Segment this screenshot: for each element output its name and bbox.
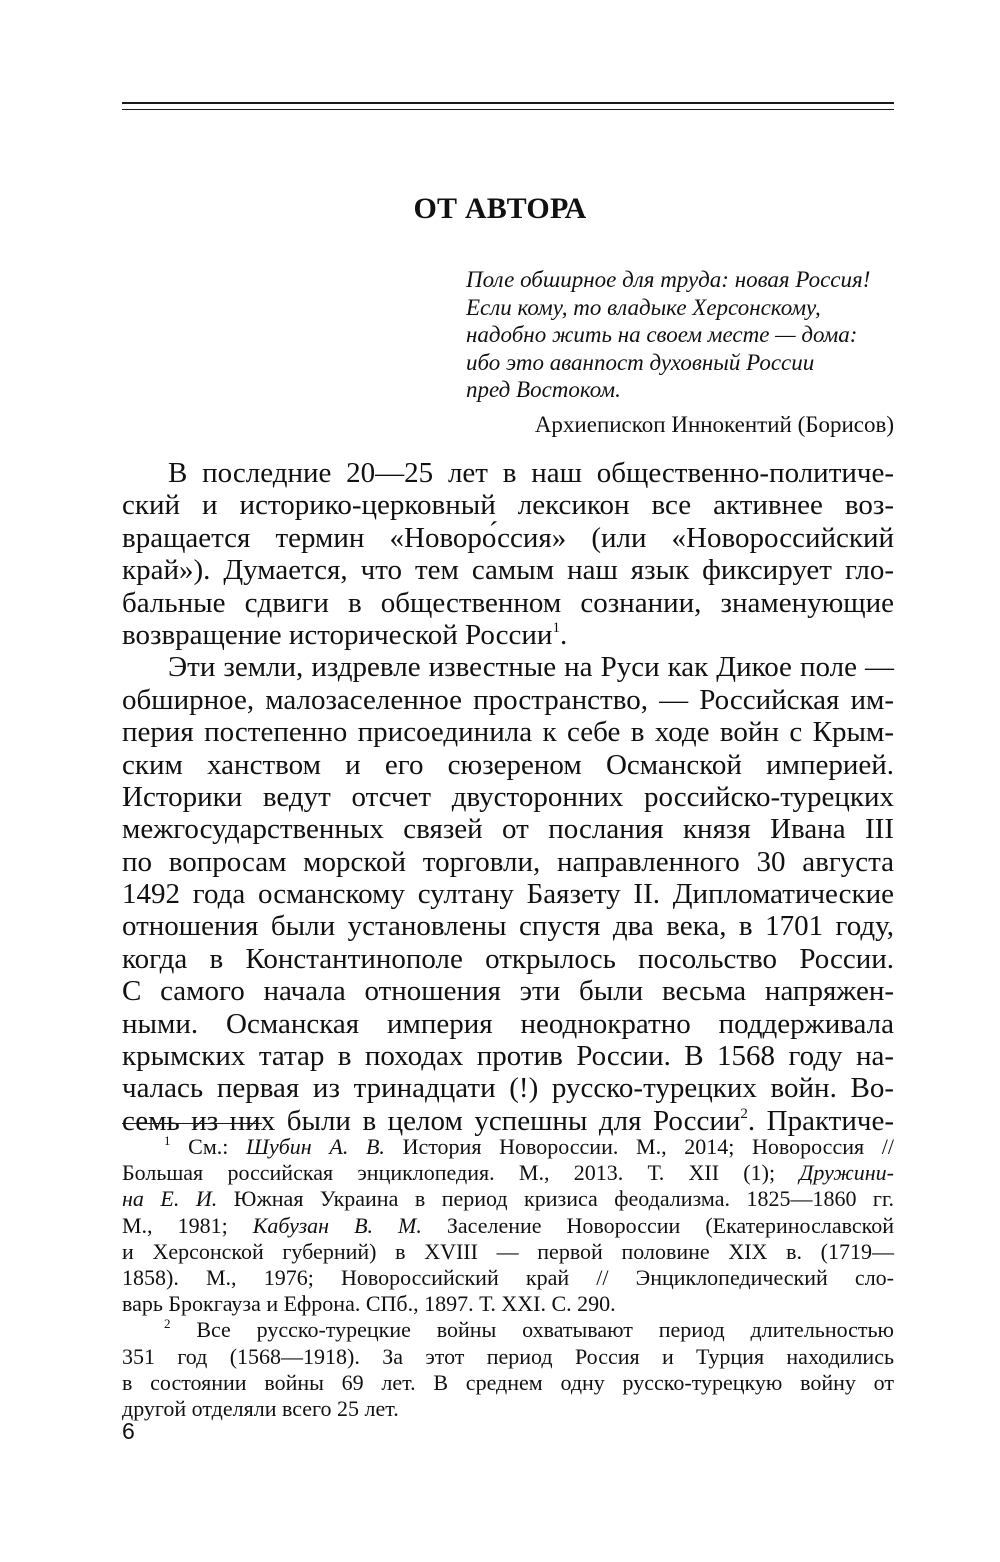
body-text: [122, 457, 894, 1137]
epigraph-author: Архиепископ Иннокентий (Борисов): [534, 411, 894, 437]
footnote-ref[interactable]: 1: [552, 619, 560, 636]
paragraph-line: [122, 619, 894, 651]
paragraph-line: межгосударственных связей от послания князя Ивана III: [122, 813, 894, 846]
footnote-text: Южная Украина в период кризиса феодализма. 1825—1860 гг.: [217, 1186, 894, 1212]
epigraph: [466, 266, 896, 438]
footnote-mark: 1: [164, 1133, 171, 1148]
paragraph-line: чалась первая из тринадцати (!) русско-турецких войн. Во-: [122, 1072, 894, 1105]
footnote-text: Все русско-турецкие войны охватывают период длительностью: [170, 1317, 894, 1343]
footnote-author: Кабузан В. М.: [252, 1212, 422, 1238]
footnote-separator: [122, 1123, 262, 1124]
paragraph-line: 1492 года османскому султану Баязету II. Дипломатические: [122, 878, 894, 911]
epigraph-line: Поле обширное для труда: новая Россия!: [466, 267, 871, 292]
footnote-line: [122, 1213, 894, 1239]
paragraph-text: .: [559, 618, 568, 651]
footnote-line: и Херсонской губерний) в XVIII — первой половине XIX в. (1719—: [122, 1238, 894, 1264]
footnote-line: [122, 1160, 894, 1186]
epigraph-line: Если кому, то владыке Херсонскому,: [466, 294, 821, 320]
footnote-line: 351 год (1568—1918). За этот период Россия и Турция находились: [122, 1343, 894, 1369]
footnote-mark: 2: [164, 1316, 171, 1332]
epigraph-line: надобно жить на своем месте — дома:: [466, 322, 858, 347]
paragraph-line: отношения были установлены спустя два века, в 1701 году,: [122, 910, 894, 943]
paragraph-line: по вопросам морской торговли, направленного 30 августа: [122, 845, 894, 878]
footnote-author: на Е. И.: [122, 1186, 218, 1212]
footnote-line: варь Брокгауза и Ефрона. СПб., 1897. Т. XXI. С. 290.: [122, 1291, 616, 1317]
paragraph-line: бальные сдвиги в общественном сознании, знаменующие: [122, 586, 894, 619]
paragraph-line: крымских татар в походах против России. В 1568 году на-: [122, 1040, 894, 1073]
paragraph-line: край»). Думается, что тем самым наш язык фиксирует гло-: [122, 554, 894, 587]
paragraph-line: когда в Константинополе открылось посольство России.: [122, 942, 894, 975]
footnote-line: в состоянии войны 69 лет. В среднем одну русско-турецкую войну от: [122, 1369, 894, 1395]
footnote-text: Заселение Новороссии (Екатеринославской: [421, 1212, 894, 1238]
footnote-line: [122, 1317, 894, 1343]
footnote-text: Большая российская энциклопедия. М., 2013. Т. XII (1);: [122, 1160, 800, 1186]
footnote-author: Шубин А. В.: [246, 1134, 385, 1159]
paragraph-line: В последние 20—25 лет в наш общественно-политиче-: [168, 457, 894, 489]
epigraph-line: пред Востоком.: [466, 377, 621, 402]
header-double-rule: [122, 102, 894, 110]
paragraph-line: Эти земли, издревле известные на Руси как Дикое поле —: [168, 651, 894, 684]
footnote-line: [122, 1186, 894, 1212]
paragraph-line: обширное, малозаселенное пространство, — Российская им-: [122, 683, 894, 716]
footnote-line: [122, 1134, 894, 1160]
footnote-line: 1858). М., 1976; Новороссийский край // Энциклопедический сло-: [122, 1264, 894, 1290]
page-title: ОТ АВТОРА: [413, 192, 587, 225]
paragraph-line: Историки ведут отсчет двусторонних российско-турецких: [122, 780, 894, 813]
paragraph-text: . Практиче-: [747, 1104, 894, 1137]
epigraph-line: ибо это аванпост духовный России: [466, 349, 815, 375]
paragraph-line: перия постепенно присоединила к себе в ходе войн с Крым-: [122, 716, 894, 749]
paragraph-text: возвращение исторической России: [122, 618, 553, 651]
paragraph-line: [122, 1105, 894, 1137]
paragraph-line: ский и историко-церковный лексикон все активнее воз-: [122, 489, 894, 522]
footnote-text: История Новороссии. М., 2014; Новороссия //: [384, 1134, 894, 1159]
paragraph-line: вращается термин «Новоро́ссия» (или «Новороссийский: [122, 521, 894, 554]
paragraph-text: семь из них были в целом успешны для России: [122, 1104, 741, 1137]
footnote-ref[interactable]: 2: [740, 1105, 748, 1122]
footnote-author: Дружини-: [799, 1160, 894, 1186]
page-number: 6: [122, 1418, 135, 1444]
paragraph-line: ными. Османская империя неоднократно поддерживала: [122, 1007, 894, 1040]
footnote-line: другой отделяли всего 25 лет.: [122, 1395, 399, 1421]
paragraph-line: С самого начала отношения эти были весьма напряжен-: [122, 975, 894, 1008]
footnote-text: М., 1981;: [122, 1212, 253, 1238]
footnote-text: См.:: [170, 1134, 247, 1159]
paragraph-line: ским ханством и его сюзереном Османской империей.: [122, 748, 894, 781]
footnotes: [122, 1134, 894, 1422]
